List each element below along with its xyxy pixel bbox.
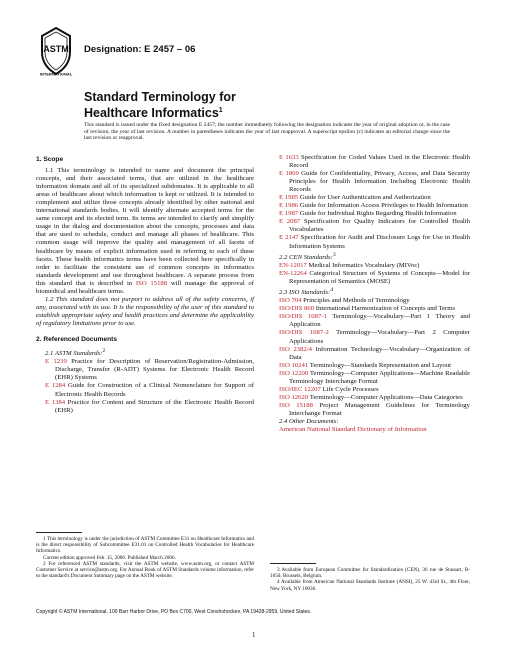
footnote-4: 4 Available from American National Standards Institute (ANSI), 25 W. 43rd St., 4th Floor, New York, NY 10036. [270, 579, 470, 592]
iso-standards-label: 2.3 ISO Standards:$^4$ [279, 286, 334, 297]
reference-code-link[interactable]: ISO/IEC 12207 [279, 385, 321, 393]
reference-code-link[interactable]: E 1633 [279, 154, 299, 161]
reference-code-link[interactable]: E 2087 [279, 218, 301, 226]
reference-item [279, 154, 470, 170]
reference-code-link[interactable]: E 1239 [45, 358, 67, 366]
reference-item [279, 402, 470, 418]
footnotes-left [36, 522, 254, 579]
iso-list [270, 297, 470, 418]
reference-item [279, 270, 470, 286]
astm-standards-label: 2.1 ASTM Standards:$^2$ [45, 348, 106, 358]
reference-item [279, 329, 470, 345]
reference-code-link[interactable]: EN-12017 [279, 261, 307, 269]
reference-code-link[interactable]: ISO 704 [279, 297, 302, 305]
astm-list-right [270, 154, 470, 251]
reference-title: International Harmonization of Concepts and Terms [314, 305, 456, 313]
scope-paragraph-2: 1.2 This standard does not purport to address all of the safety concerns, if any, associated with its use. It is the responsibility of the user of this standard to establish appropriate safety and health practices and determine the applicability of regulatory limitations prior to use. [36, 295, 254, 327]
reference-title: Terminology—Vocabulary—Part 2 Computer Applications [289, 329, 470, 345]
reference-code-link[interactable]: ISO 15188 [279, 401, 313, 409]
reference-item [279, 370, 470, 386]
reference-title: Information Technology—Vocabulary—Organization of Data [289, 345, 470, 361]
reference-title: Categorical Structure of Systems of Concepts—Model for Representation of Semantics (MOSE) [289, 269, 470, 285]
reference-code-link[interactable]: E 1985 [279, 194, 299, 202]
reference-title: Terminology—Computer Applications—Machine Readable Terminology Interchange Format [289, 369, 471, 385]
reference-code-link[interactable]: ISO 12200 [279, 369, 309, 377]
reference-item [279, 202, 470, 210]
other-documents-label: 2.4 Other Documents: [279, 417, 339, 425]
reference-item [279, 346, 470, 362]
reference-item [45, 399, 254, 415]
reference-code-link[interactable]: EN-12264 [279, 269, 307, 277]
reference-item [279, 313, 470, 329]
footnotes-right [270, 553, 470, 592]
reference-item [279, 305, 470, 313]
reference-code-link[interactable]: E 1986 [279, 202, 299, 210]
reference-item [45, 358, 254, 382]
reference-title: Guide for Individual Rights Regarding Health Information [298, 210, 457, 218]
reference-title: Project Management Guidelines for Terminology Interchange Format [289, 401, 470, 417]
footnote-1: 1 This terminology is under the jurisdiction of ASTM Committee E31 on Healthcare Informatics and is the direct responsibility of Subcommittee E31.01 on Controlled Health Vocabularies for Healthcare Informatics. [36, 536, 254, 555]
astm-list-left [36, 358, 254, 414]
reference-item [45, 382, 254, 398]
designation: Designation: E 2457 – 06 [84, 44, 196, 55]
page-number: 1 [252, 631, 256, 639]
logo-subtext: INTERNATIONAL [39, 71, 73, 76]
footnote-3: 3 Available from European Committee for Standardization (CEN), 36 rue de Stassart, B-1050, Brussels, Belgium. [270, 567, 470, 580]
reference-code-link[interactable]: ISO/DIS 860 [279, 305, 315, 313]
reference-title: Specification for Coded Values Used in the Electronic Health Record [289, 154, 470, 170]
reference-title: Terminology—Computer Applications—Data Categories [308, 393, 463, 401]
footnote-2: 2 For referenced ASTM standards, visit the ASTM website, www.astm.org, or contact ASTM Customer Service at service@astm.org. For Annual Book of ASTM Standards volume information, refer to the standard's Document Summary page on the ASTM website. [36, 560, 254, 580]
reference-code-link[interactable]: E 1384 [45, 398, 66, 406]
other-document-link-row [279, 426, 470, 434]
reference-title: Practice for Content and Structure of the Electronic Health Record (EHR) [55, 398, 254, 414]
reference-item [279, 362, 470, 370]
reference-title: Guide for Confidentiality, Privacy, Access, and Data Security Principles for Health Information Including Electronic Health Records [289, 170, 471, 194]
scope-heading: 1. Scope [36, 156, 64, 163]
reference-code-link[interactable]: ISO/DIS 1087-1 [279, 313, 327, 321]
cen-list [270, 262, 470, 286]
reference-item [279, 297, 470, 305]
document-title [84, 90, 414, 120]
reference-code-link[interactable]: ISO/DIS 1087-2 [279, 329, 329, 337]
footnote-rule [36, 532, 82, 533]
reference-item [279, 394, 470, 402]
reference-title: Principles and Methods of Terminology [301, 297, 410, 305]
reference-title: Guide for Information Access Privileges to Health Information [298, 202, 468, 210]
title-line-1: Standard Terminology for [84, 90, 236, 104]
reference-item [279, 210, 470, 218]
iso-15188-link[interactable]: ISO 15188 [135, 279, 168, 287]
cen-standards-label: 2.2 CEN Standards:$^3$ [279, 251, 336, 261]
reference-item [279, 262, 470, 270]
left-column [36, 154, 254, 415]
reference-code-link[interactable]: E 1869 [279, 170, 299, 178]
logo-text: ASTM [43, 44, 69, 54]
copyright-line: Copyright © ASTM International, 100 Barr Harbor Drive, PO Box C700, West Conshohocken, PA 19428-2959, United States. [36, 609, 312, 615]
reference-title: Guide for Construction of a Clinical Nomenclature for Support of Electronic Health Records [55, 382, 254, 398]
scope-paragraph-1: 1.1 This terminology is intended to name and document the principal concepts, and their associated terms, that are utilized in the healthcare information domain and all of its specialized subdomains. It is applicable to all areas of healthcare about which information is kept or utilized. It is intended to complement and utilize those concepts already identified by other national and international standards bodies. It will identify alternate accepted terms for the same concept and its elected term. Its terms are intended to clarify and simplify usage in the dialog and documentation about the concepts, processes and data that are used to schedule, conduct and manage all phases of healthcare. This common usage will improve the quality and management of all facets of healthcare by means of explicit information used in referring to each of these facets. These health informatics terms have been collected here specifically in order to facilitate the consistent use of common concepts in informatics standards development and use throughout healthcare. A separate process from this standard that is described in ISO 15188 will manage the approval of biomedical and healthcare terms. [36, 167, 255, 295]
footnote-1-edition: Current edition approved Feb. 15, 2006. Published March 2006. [43, 554, 176, 561]
reference-title: Guide for User Authentication and Authorization [298, 194, 431, 202]
reference-title: Medical Informatics Vocabulary (MIVoc) [306, 261, 420, 269]
astm-logo [36, 26, 76, 76]
reference-item [279, 170, 470, 194]
reference-title: Terminology—Vocabulary—Part 1 Theory and Application [289, 313, 470, 329]
title-line-2: Healthcare Informatics$^1$ [84, 106, 223, 121]
reference-title: Specification for Quality Indicators for Controlled Health Vocabularies [289, 218, 470, 234]
reference-title: Terminology—Standards Representation and Layout [308, 361, 451, 369]
reference-code-link[interactable]: E 1987 [279, 210, 299, 218]
reference-item [279, 386, 470, 394]
reference-title: Practice for Description of Reservation/Registration-Admission, Discharge, Transfer (R-ADT) Systems for Electronic Health Record (EHR) Systems [55, 358, 254, 382]
reference-item [279, 234, 470, 250]
reference-code-link[interactable]: ISO 2382/4 [279, 345, 312, 353]
issue-notice: This standard is issued under the fixed designation E 2457; the number immediately following the designation indicates the year of original adoption or, in the case of revision, the year of last revision. A number in parentheses indicates the year of last reapproval. A superscript epsilon (ε) indicates an editorial change since the last revision or reapproval. [84, 122, 450, 142]
reference-code-link[interactable]: ISO 12620 [279, 393, 309, 401]
reference-code-link[interactable]: E 1284 [45, 382, 66, 390]
reference-code-link[interactable]: ISO 10241 [279, 361, 309, 369]
reference-code-link[interactable]: E 2147 [279, 234, 299, 242]
footnote-rule [270, 563, 316, 564]
reference-item [279, 194, 470, 202]
reference-item [279, 218, 470, 234]
ansi-dictionary-link[interactable]: American National Standard Dictionary of Information [279, 426, 427, 434]
right-column [270, 154, 470, 434]
reference-title: Life Cycle Processes [320, 385, 379, 393]
referenced-documents-heading: 2. Referenced Documents [36, 335, 117, 343]
reference-title: Specification for Audit and Disclosure Logs for Use in Health Information Systems [289, 234, 470, 250]
